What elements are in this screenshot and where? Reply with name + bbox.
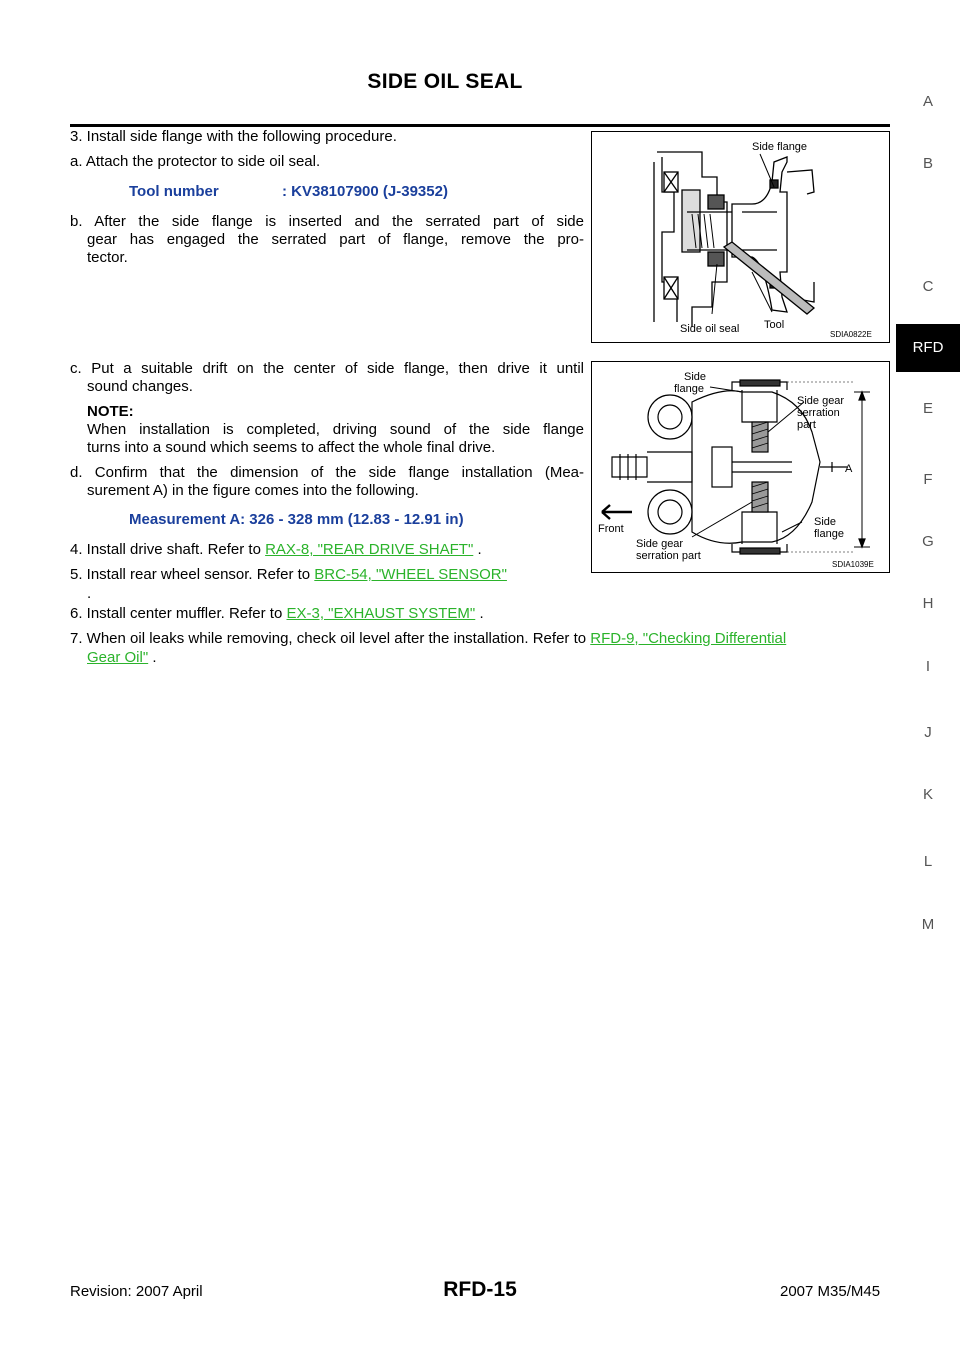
- figure-side-flange-installation: [591, 131, 890, 343]
- footer-page-number: RFD-15: [443, 1278, 517, 1301]
- step-7-text: 7. When oil leaks while removing, check oil level after the installation. Refer to: [70, 630, 587, 647]
- step-3b-line3: tector.: [87, 249, 128, 266]
- note-line2: turns into a sound which seems to affect the whole final drive.: [87, 439, 496, 456]
- figure-2-label-gear-bot-1: Side gear: [636, 538, 684, 550]
- figure-2-code: SDIA1039E: [832, 560, 874, 569]
- step-3b-line2: gear has engaged the serrated part of flange, remove the pro-: [87, 231, 584, 248]
- figure-1-code: SDIA0822E: [830, 330, 872, 339]
- section-tab-e[interactable]: E: [922, 400, 933, 417]
- figure-2-label-gear-top-1: Side gear: [797, 395, 845, 407]
- section-tab-k[interactable]: K: [922, 786, 933, 803]
- figure-1-label-side-oil-seal: Side oil seal: [680, 323, 740, 335]
- link-rfd-9[interactable]: RFD-9, "Checking Differential: [590, 630, 787, 647]
- step-5-text: 5. Install rear wheel sensor. Refer to: [70, 566, 311, 583]
- step-4: [70, 540, 482, 559]
- section-tab-b[interactable]: B: [922, 155, 933, 172]
- tool-number-value: : KV38107900 (J-39352): [282, 183, 448, 200]
- figure-1-label-tool: Tool: [764, 319, 785, 331]
- figure-2-label-gear-top-2: serration: [797, 407, 840, 419]
- step-6-text: 6. Install center muffler. Refer to: [70, 605, 283, 622]
- footer-revision: Revision: 2007 April: [70, 1283, 203, 1300]
- link-rfd-9-cont[interactable]: Gear Oil": [87, 649, 149, 666]
- figure-2-label-gear-bot-2: serration part: [636, 550, 701, 562]
- step-3c-line1: c. Put a suitable drift on the center of side flange, then drive it until: [70, 360, 584, 377]
- page-title: SIDE OIL SEAL: [367, 70, 523, 93]
- figure-measurement-a: [591, 361, 890, 573]
- link-brc-54[interactable]: BRC-54, "WHEEL SENSOR": [314, 566, 507, 583]
- measurement-spec: Measurement A: 326 - 328 mm (12.83 - 12.91 in): [129, 511, 464, 528]
- figure-2-label-a: A: [845, 463, 853, 475]
- figure-2-label-side-bot-2: flange: [814, 528, 844, 540]
- step-4-text: 4. Install drive shaft. Refer to: [70, 541, 261, 558]
- step-7-line2: [87, 648, 157, 667]
- note-heading: NOTE:: [87, 403, 134, 420]
- step-7-end: .: [152, 649, 157, 666]
- figure-2-label-gear-top-3: part: [797, 419, 816, 431]
- section-tab-g[interactable]: G: [922, 533, 934, 550]
- section-tab-rfd[interactable]: RFD: [896, 324, 960, 372]
- figure-1-drawing: [592, 132, 889, 342]
- step-3c-line2: sound changes.: [87, 378, 193, 395]
- footer-model: 2007 M35/M45: [780, 1283, 881, 1300]
- section-tab-a[interactable]: A: [922, 93, 933, 110]
- step-3: 3. Install side flange with the following procedure.: [70, 128, 397, 145]
- link-rax-8[interactable]: RAX-8, "REAR DRIVE SHAFT": [265, 541, 474, 558]
- section-tab-i[interactable]: I: [925, 658, 931, 675]
- section-tab-j[interactable]: J: [924, 724, 932, 741]
- figure-2-label-side-top-2: flange: [674, 383, 704, 395]
- section-tab-f[interactable]: F: [923, 471, 933, 488]
- step-7: [70, 629, 786, 648]
- tool-number-label: Tool number: [129, 183, 219, 200]
- link-ex-3[interactable]: EX-3, "EXHAUST SYSTEM": [286, 605, 476, 622]
- section-tab-c[interactable]: C: [922, 278, 934, 295]
- figure-2-label-side-top-1: Side: [684, 371, 707, 383]
- step-3d-line1: d. Confirm that the dimension of the side flange installation (Mea-: [70, 464, 584, 481]
- section-tab-l[interactable]: L: [923, 853, 933, 870]
- step-6: [70, 604, 484, 623]
- step-5: [70, 565, 507, 584]
- figure-2-label-front: Front: [598, 523, 624, 535]
- step-5-end: .: [87, 585, 92, 602]
- step-4-end: .: [477, 541, 482, 558]
- step-3d-line2: surement A) in the figure comes into the following.: [87, 482, 419, 499]
- step-6-end: .: [479, 605, 484, 622]
- figure-2-drawing: [592, 362, 889, 572]
- note-line1: When installation is completed, driving sound of the side flange: [87, 421, 584, 438]
- figure-2-label-side-bot-1: Side: [814, 516, 837, 528]
- section-tab-m[interactable]: M: [921, 916, 935, 933]
- step-3b-line1: b. After the side flange is inserted and the serrated part of side: [70, 213, 584, 230]
- step-3a: a. Attach the protector to side oil seal.: [70, 153, 321, 170]
- section-tab-h[interactable]: H: [922, 595, 934, 612]
- figure-1-label-side-flange: Side flange: [752, 141, 808, 153]
